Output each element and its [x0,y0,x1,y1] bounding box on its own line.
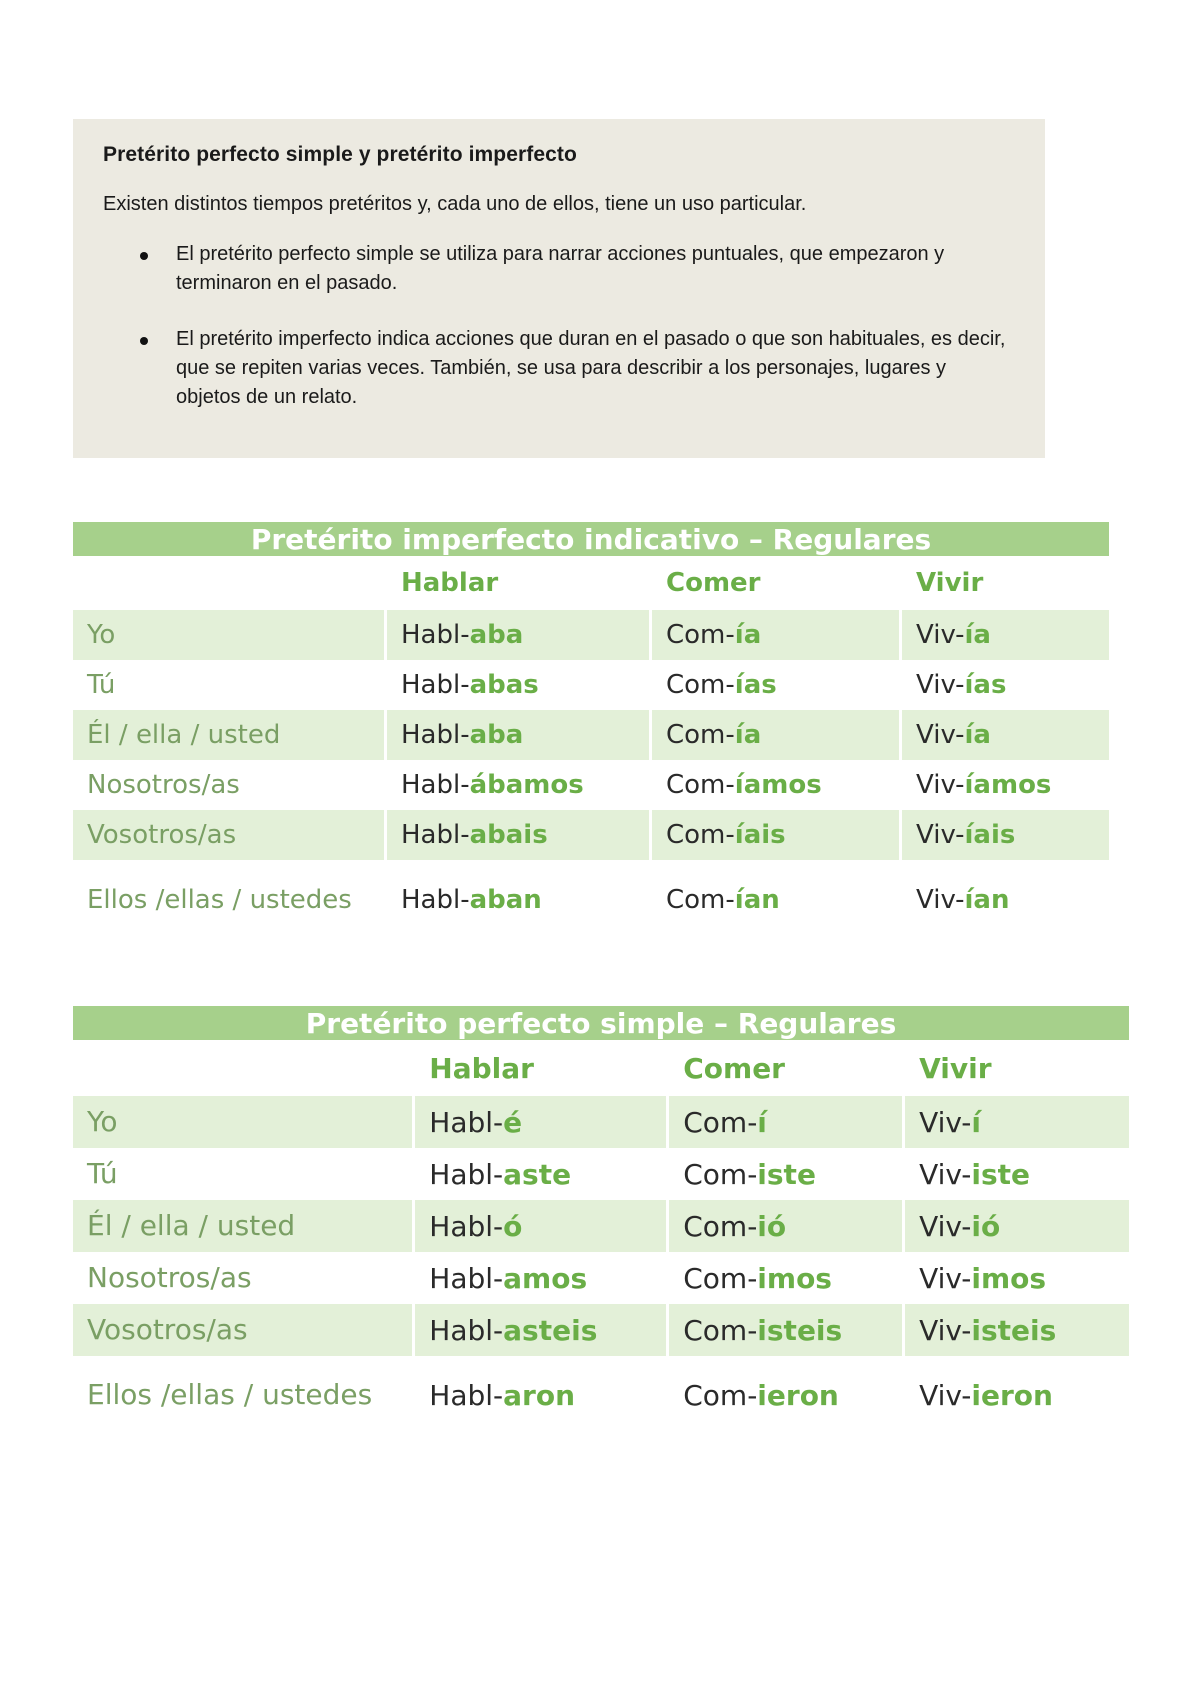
column-header-vivir: Vivir [916,568,984,598]
conjugation-cell [387,660,649,710]
table-row [73,1148,1129,1200]
verb-ending: ían [964,885,1010,915]
empty-header [73,1040,412,1096]
verb-ending: íamos [964,770,1052,800]
verb-ending: iste [971,1157,1030,1191]
bullet-item [103,325,1015,412]
pronoun-cell: Él / ella / usted [73,1200,412,1252]
verb-ending: ía [964,620,991,650]
verb-ending: í [757,1105,767,1139]
table-title: Pretérito perfecto simple – Regulares [73,1006,1129,1040]
verb-stem: Com- [683,1209,758,1243]
imperfecto-conjugation-table [70,522,1112,940]
verb-stem: Viv- [919,1313,972,1347]
bullet-text: El pretérito perfecto simple se utiliza para narrar acciones puntuales, que empezaron y terminaron en el pasado. [176,243,945,294]
verb-ending: ieron [757,1378,839,1412]
intro-title: Pretérito perfecto simple y pretérito imperfecto [103,143,577,166]
conjugation-cell [415,1356,666,1434]
conjugation-cell [669,1304,902,1356]
intro-box [73,119,1045,458]
verb-ending: aron [503,1378,576,1412]
pronoun-cell: Ellos /ellas / ustedes [87,885,352,915]
conjugation-cell [669,1200,902,1252]
conjugation-cell [415,1252,666,1304]
verb-stem: Com- [683,1157,758,1191]
table-row [73,1304,1129,1356]
conjugation-cell [902,610,1109,660]
pronoun-cell: Tú [87,670,116,700]
table-row [73,710,1109,760]
table-row [73,1200,1129,1252]
verb-ending: ábamos [469,770,584,800]
verb-stem: Viv- [916,820,965,850]
verb-stem: Viv- [916,620,965,650]
verb-stem: Com- [683,1105,758,1139]
conjugation-cell [669,1148,902,1200]
verb-stem: Habl- [429,1209,504,1243]
conjugation-cell [905,1356,1129,1434]
table-row [73,1096,1129,1148]
verb-ending: í [971,1105,981,1139]
verb-stem: Habl- [429,1157,504,1191]
conjugation-cell [902,860,1109,940]
verb-stem: Habl- [401,620,470,650]
conjugation-cell [905,1096,1129,1148]
conjugation-cell [387,710,649,760]
conjugation-cell [902,710,1109,760]
verb-stem: Com- [666,720,735,750]
verb-ending: ía [964,720,991,750]
verb-ending: ieron [971,1378,1053,1412]
table-row [73,760,1109,810]
verb-ending: aba [469,720,524,750]
verb-stem: Com- [683,1378,758,1412]
conjugation-cell [387,610,649,660]
verb-stem: Viv- [916,885,965,915]
pronoun-cell: Ellos /ellas / ustedes [87,1378,373,1411]
verb-ending: asteis [503,1313,598,1347]
verb-stem: Com- [666,885,735,915]
conjugation-cell [902,810,1109,860]
conjugation-cell [652,860,899,940]
column-header-comer: Comer [683,1051,785,1085]
verb-ending: aste [503,1157,572,1191]
verb-stem: Com- [666,670,735,700]
table-row [73,610,1109,660]
conjugation-cell [652,710,899,760]
verb-ending: ías [964,670,1007,700]
conjugation-cell [387,810,649,860]
conjugation-cell [669,1096,902,1148]
table-row [73,1356,1129,1434]
table-row [73,1252,1129,1304]
verb-ending: ó [503,1209,523,1243]
conjugation-cell [902,660,1109,710]
verb-stem: Com- [666,620,735,650]
conjugation-cell [652,810,899,860]
pronoun-cell: Nosotros/as [87,1261,252,1294]
intro-bullet-list [103,240,1015,412]
verb-ending: ía [734,620,762,650]
verb-stem: Viv- [916,670,965,700]
table-row [73,660,1109,710]
verb-stem: Viv- [919,1261,972,1295]
verb-stem: Viv- [919,1105,972,1139]
verb-ending: abas [469,670,539,700]
bullet-text: El pretérito imperfecto indica acciones que duran en el pasado o que son habituales, es decir, que se repiten varias veces. También, se usa para describir a los personajes, lugares y objetos de un relato. [176,328,1006,408]
column-header-comer: Comer [666,568,761,598]
conjugation-cell [669,1356,902,1434]
intro-text: Existen distintos tiempos pretéritos y, cada uno de ellos, tiene un uso particular. [103,193,807,215]
conjugation-cell [652,610,899,660]
pronoun-cell: Nosotros/as [87,770,240,800]
column-header-vivir: Vivir [919,1051,992,1085]
conjugation-cell [652,760,899,810]
conjugation-cell [669,1252,902,1304]
verb-stem: Com- [683,1313,758,1347]
pronoun-cell: Yo [73,1096,412,1148]
verb-stem: Habl- [429,1261,504,1295]
conjugation-cell [652,660,899,710]
verb-stem: Viv- [919,1157,972,1191]
verb-ending: ían [734,885,780,915]
verb-stem: Habl- [401,820,470,850]
conjugation-cell [387,860,649,940]
table-row [73,810,1109,860]
perfecto-conjugation-table [70,1006,1132,1434]
verb-ending: ió [757,1209,787,1243]
verb-stem: Com- [666,820,735,850]
bullet-item [103,240,1015,298]
conjugation-cell [905,1148,1129,1200]
table-title: Pretérito imperfecto indicativo – Regulares [73,522,1109,556]
conjugation-cell [905,1200,1129,1252]
verb-stem: Habl- [401,720,470,750]
verb-ending: aban [469,885,542,915]
verb-ending: isteis [971,1313,1057,1347]
verb-stem: Com- [666,770,735,800]
verb-stem: Habl- [429,1378,504,1412]
verb-ending: amos [503,1261,588,1295]
conjugation-cell [415,1200,666,1252]
verb-stem: Habl- [401,770,470,800]
verb-stem: Habl- [401,670,470,700]
pronoun-cell: Vosotros/as [73,810,384,860]
verb-stem: Viv- [919,1209,972,1243]
verb-ending: é [503,1105,523,1139]
verb-stem: Habl- [429,1313,504,1347]
verb-ending: iste [757,1157,816,1191]
conjugation-cell [415,1148,666,1200]
verb-stem: Com- [683,1261,758,1295]
conjugation-cell [387,760,649,810]
pronoun-cell: Yo [73,610,384,660]
verb-ending: aba [469,620,524,650]
conjugation-cell [415,1304,666,1356]
empty-header [73,556,384,610]
verb-ending: íais [734,820,786,850]
bullet-dot-icon [140,252,148,260]
bullet-dot-icon [140,337,148,345]
verb-ending: isteis [757,1313,843,1347]
verb-ending: abais [469,820,548,850]
pronoun-cell: Vosotros/as [73,1304,412,1356]
verb-ending: imos [971,1261,1047,1295]
verb-ending: imos [757,1261,832,1295]
verb-stem: Habl- [401,885,470,915]
column-header-hablar: Hablar [401,568,499,598]
conjugation-cell [415,1096,666,1148]
verb-ending: ió [971,1209,1001,1243]
conjugation-cell [902,760,1109,810]
verb-ending: íamos [734,770,822,800]
conjugation-cell [905,1304,1129,1356]
verb-ending: íais [964,820,1016,850]
table-row [73,860,1109,940]
verb-stem: Viv- [916,770,965,800]
verb-stem: Habl- [429,1105,504,1139]
pronoun-cell: Él / ella / usted [73,710,384,760]
verb-stem: Viv- [919,1378,972,1412]
verb-stem: Viv- [916,720,965,750]
pronoun-cell: Tú [87,1157,118,1190]
column-header-hablar: Hablar [429,1051,534,1085]
verb-ending: ías [734,670,777,700]
verb-ending: ía [734,720,762,750]
conjugation-cell [905,1252,1129,1304]
